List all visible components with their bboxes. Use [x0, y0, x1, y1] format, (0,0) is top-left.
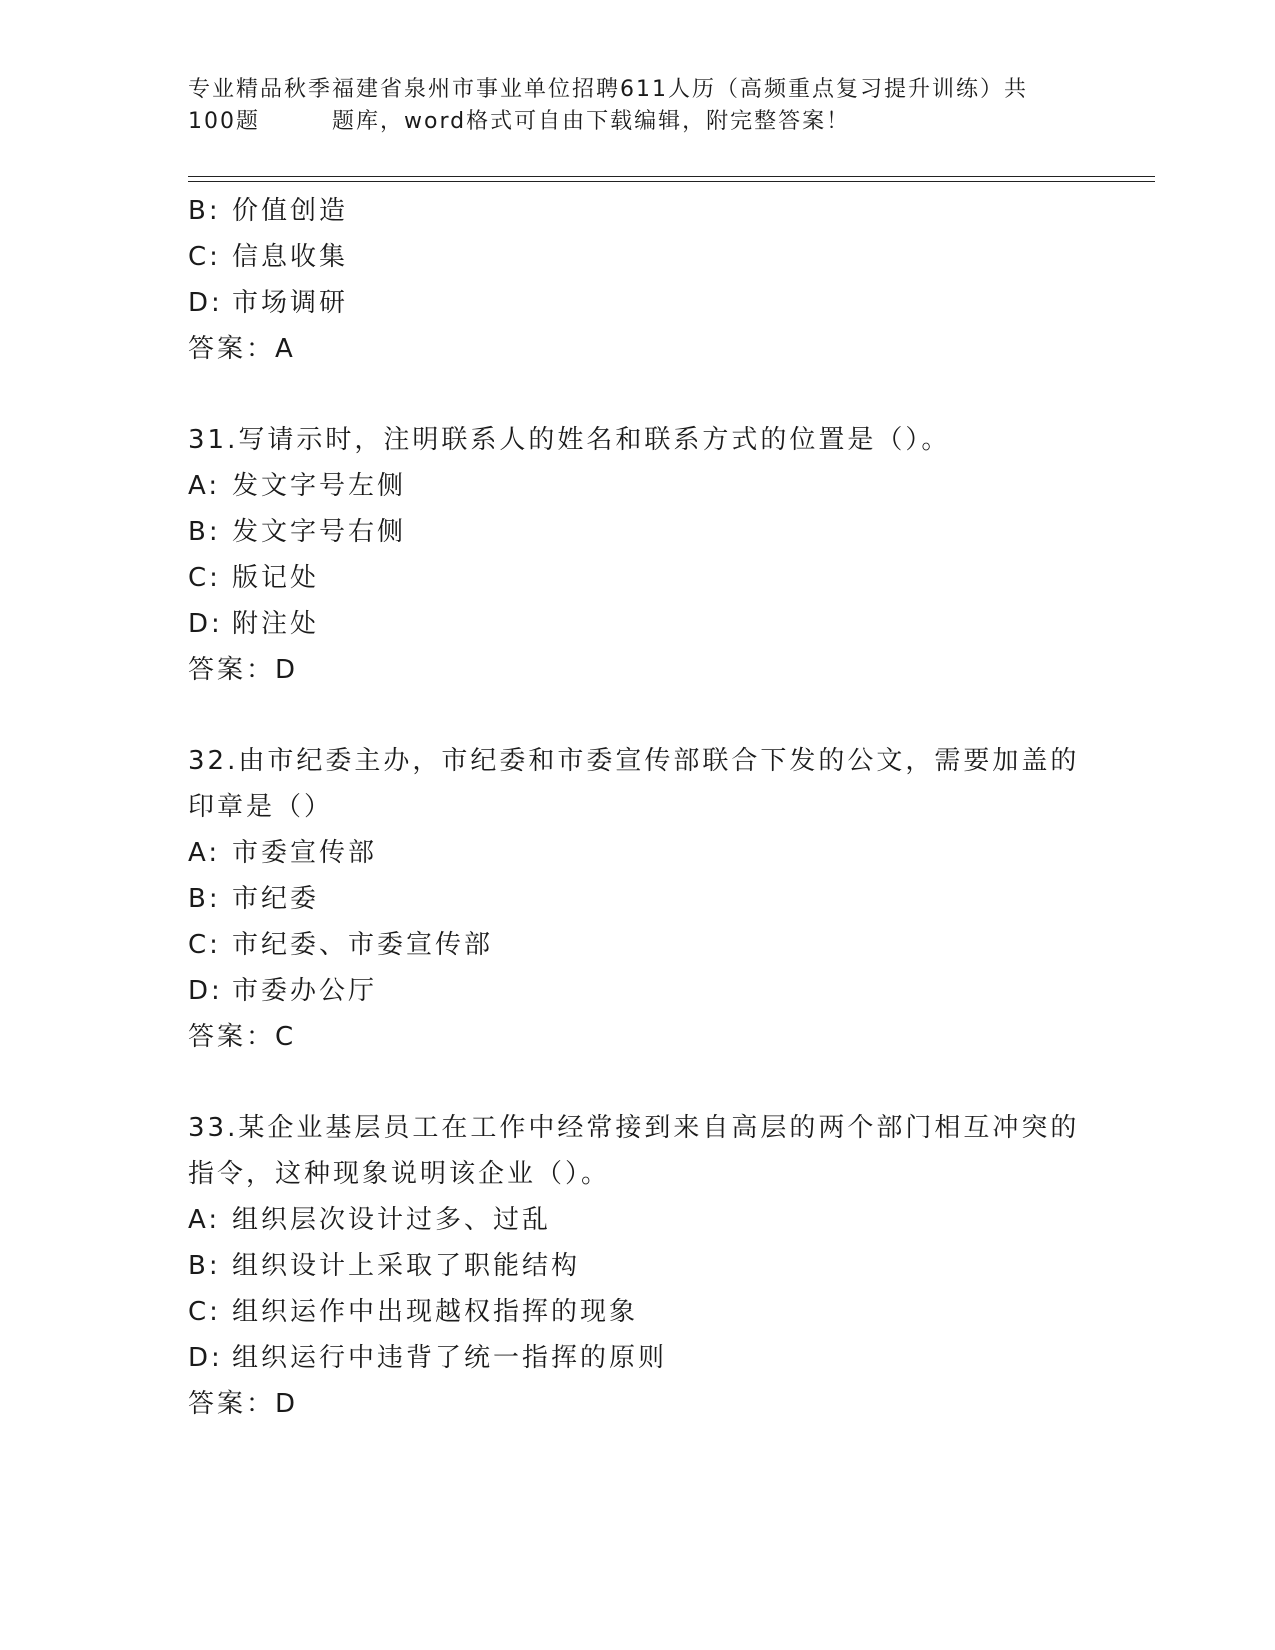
question-30-continuation — [188, 188, 1088, 372]
question-list — [188, 188, 1088, 1427]
question-33 — [188, 1105, 1088, 1427]
question-31 — [188, 417, 1088, 693]
answer-line: 答案：D — [188, 1389, 299, 1419]
question-stem-line2: 指令，这种现象说明该企业（）。 — [188, 1159, 611, 1189]
option-b: B: 市纪委 — [188, 884, 320, 914]
option-c: C: 版记处 — [188, 563, 320, 593]
header-question-count: 100题 — [188, 109, 260, 134]
question-32 — [188, 738, 1088, 1060]
option-a: A: 发文字号左侧 — [188, 471, 407, 501]
option-a: A: 市委宣传部 — [188, 838, 378, 868]
option-d: D: 组织运行中违背了统一指挥的原则 — [188, 1343, 668, 1373]
option-d: D: 市场调研 — [188, 288, 349, 318]
option-c: C: 市纪委、市委宣传部 — [188, 930, 494, 960]
header-divider-bottom — [188, 181, 1155, 182]
answer-line: 答案：D — [188, 655, 299, 685]
answer-line: 答案：A — [188, 334, 296, 364]
header-divider-top — [188, 176, 1155, 177]
option-b: B: 价值创造 — [188, 196, 349, 226]
option-c: C: 组织运作中出现越权指挥的现象 — [188, 1297, 639, 1327]
option-b: B: 发文字号右侧 — [188, 517, 407, 547]
document-header — [188, 74, 1088, 138]
answer-line: 答案：C — [188, 1022, 297, 1052]
option-d: D: 附注处 — [188, 609, 320, 639]
header-title-line2 — [188, 106, 1088, 138]
header-title-line1: 专业精品秋季福建省泉州市事业单位招聘611人历（高频重点复习提升训练）共 — [188, 77, 1028, 102]
option-b: B: 组织设计上采取了职能结构 — [188, 1251, 581, 1281]
question-stem-line1: 32.由市纪委主办，市纪委和市委宣传部联合下发的公文，需要加盖的 — [188, 746, 1080, 776]
header-description: 题库，word格式可自由下载编辑，附完整答案！ — [332, 109, 851, 134]
option-c: C: 信息收集 — [188, 242, 349, 272]
option-a: A: 组织层次设计过多、过乱 — [188, 1205, 552, 1235]
question-stem-line2: 印章是（） — [188, 792, 334, 822]
question-stem-line1: 33.某企业基层员工在工作中经常接到来自高层的两个部门相互冲突的 — [188, 1113, 1080, 1143]
question-stem: 31.写请示时，注明联系人的姓名和联系方式的位置是（）。 — [188, 425, 951, 455]
option-d: D: 市委办公厅 — [188, 976, 378, 1006]
